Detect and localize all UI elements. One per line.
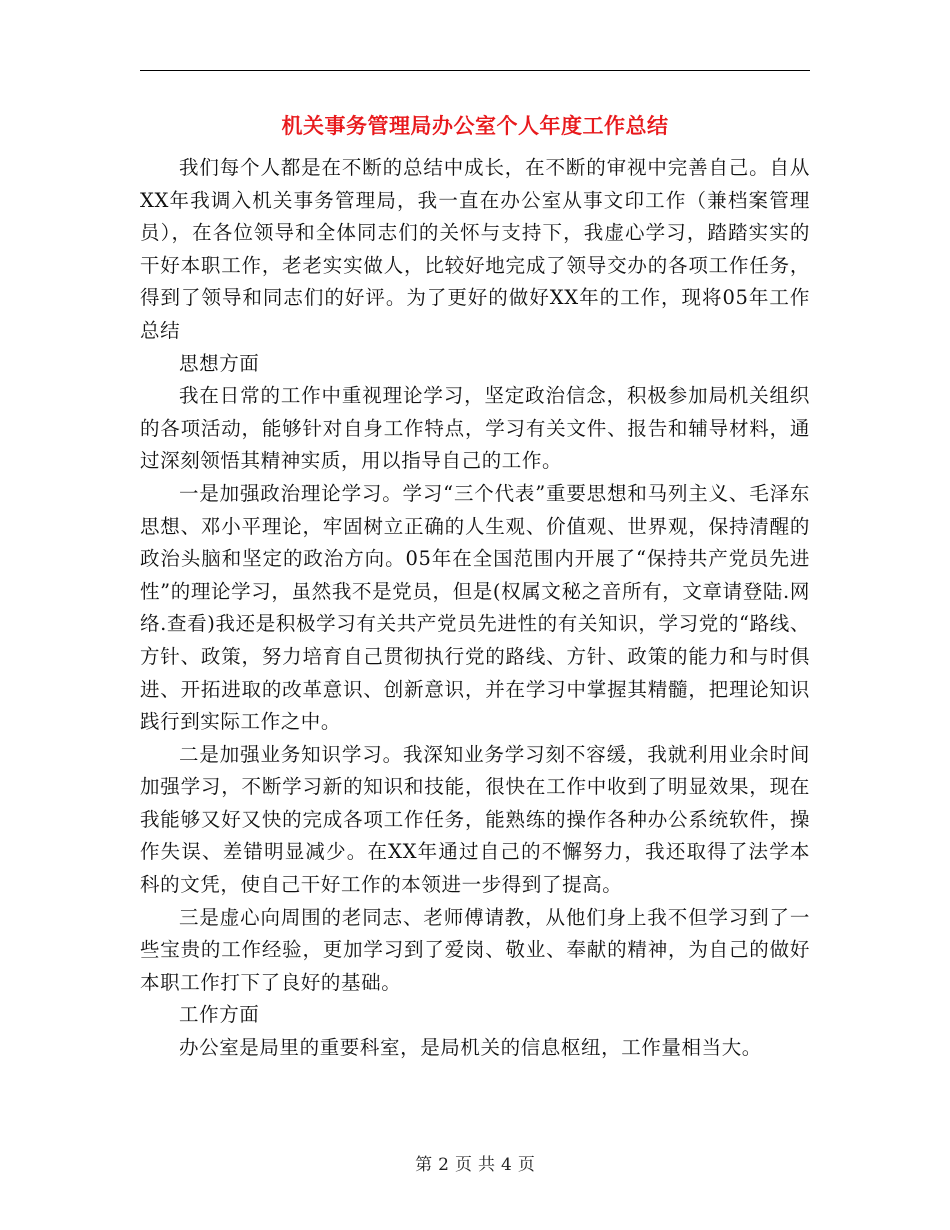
- paragraph-learn-from-colleagues: 三是虚心向周围的老同志、老师傅请教，从他们身上我不但学习到了一些宝贵的工作经验，更加学习到了爱岗、敬业、奉献的精神，为自己的做好本职工作打下了良好的基础。: [140, 905, 810, 994]
- page-footer: [140, 1153, 810, 1177]
- paragraph-thought-summary: 我在日常的工作中重视理论学习，坚定政治信念，积极参加局机关组织的各项活动，能够针对自身工作特点，学习有关文件、报告和辅导材料，通过深刻领悟其精神实质，用以指导自己的工作。: [140, 384, 810, 473]
- paragraph-business-knowledge: 二是加强业务知识学习。我深知业务学习刻不容缓，我就利用业余时间加强学习，不断学习新的知识和技能，很快在工作中收到了明显效果，现在我能够又好又快的完成各项工作任务，能熟练的操作各种办公系统软件，操作失误、差错明显减少。在XX年通过自己的不懈努力，我还取得了法学本科的文凭，使自己干好工作的本领进一步得到了提高。: [140, 742, 810, 897]
- paragraph-intro: 我们每个人都是在不断的总结中成长，在不断的审视中完善自己。自从XX年我调入机关事务管理局，我一直在办公室从事文印工作（兼档案管理员），在各位领导和全体同志们的关怀与支持下，我虚心学习，踏踏实实的干好本职工作，老老实实做人，比较好地完成了领导交办的各项工作任务，得到了领导和同志们的好评。为了更好的做好XX年的工作，现将05年工作总结: [140, 156, 810, 342]
- header-rule: [140, 70, 810, 71]
- document-title: 机关事务管理局办公室个人年度工作总结: [281, 114, 669, 138]
- document-body: [140, 152, 810, 1065]
- footer-total-pages: 4: [501, 1155, 512, 1175]
- footer-page-unit: 页: [455, 1155, 472, 1175]
- section-heading-work: 工作方面: [179, 1003, 260, 1027]
- section-heading-thought: 思想方面: [179, 351, 260, 375]
- footer-total-unit: 页: [517, 1155, 535, 1175]
- paragraph-political-theory: 一是加强政治理论学习。学习“三个代表”重要思想和马列主义、毛泽东思想、邓小平理论，牢固树立正确的人生观、价值观、世界观，保持清醒的政治头脑和坚定的政治方向。05年在全国范围内开展了“保持共产党员先进性”的理论学习，虽然我不是党员，但是(权属文秘之音所有，文章请登陆.网络.查看)我还是积极学习有关共产党员先进性的有关知识，学习党的“路线、方针、政策，努力培育自己贯彻执行党的路线、方针、政策的能力和与时俱进、开拓进取的改革意识、创新意识，并在学习中掌握其精髓，把理论知识践行到实际工作之中。: [140, 481, 810, 734]
- footer-page-number: 2: [438, 1155, 449, 1175]
- footer-total-prefix: 共: [478, 1155, 495, 1175]
- paragraph-office-intro: 办公室是局里的重要科室，是局机关的信息枢纽，工作量相当大。: [179, 1036, 762, 1060]
- footer-prefix: 第: [415, 1155, 433, 1175]
